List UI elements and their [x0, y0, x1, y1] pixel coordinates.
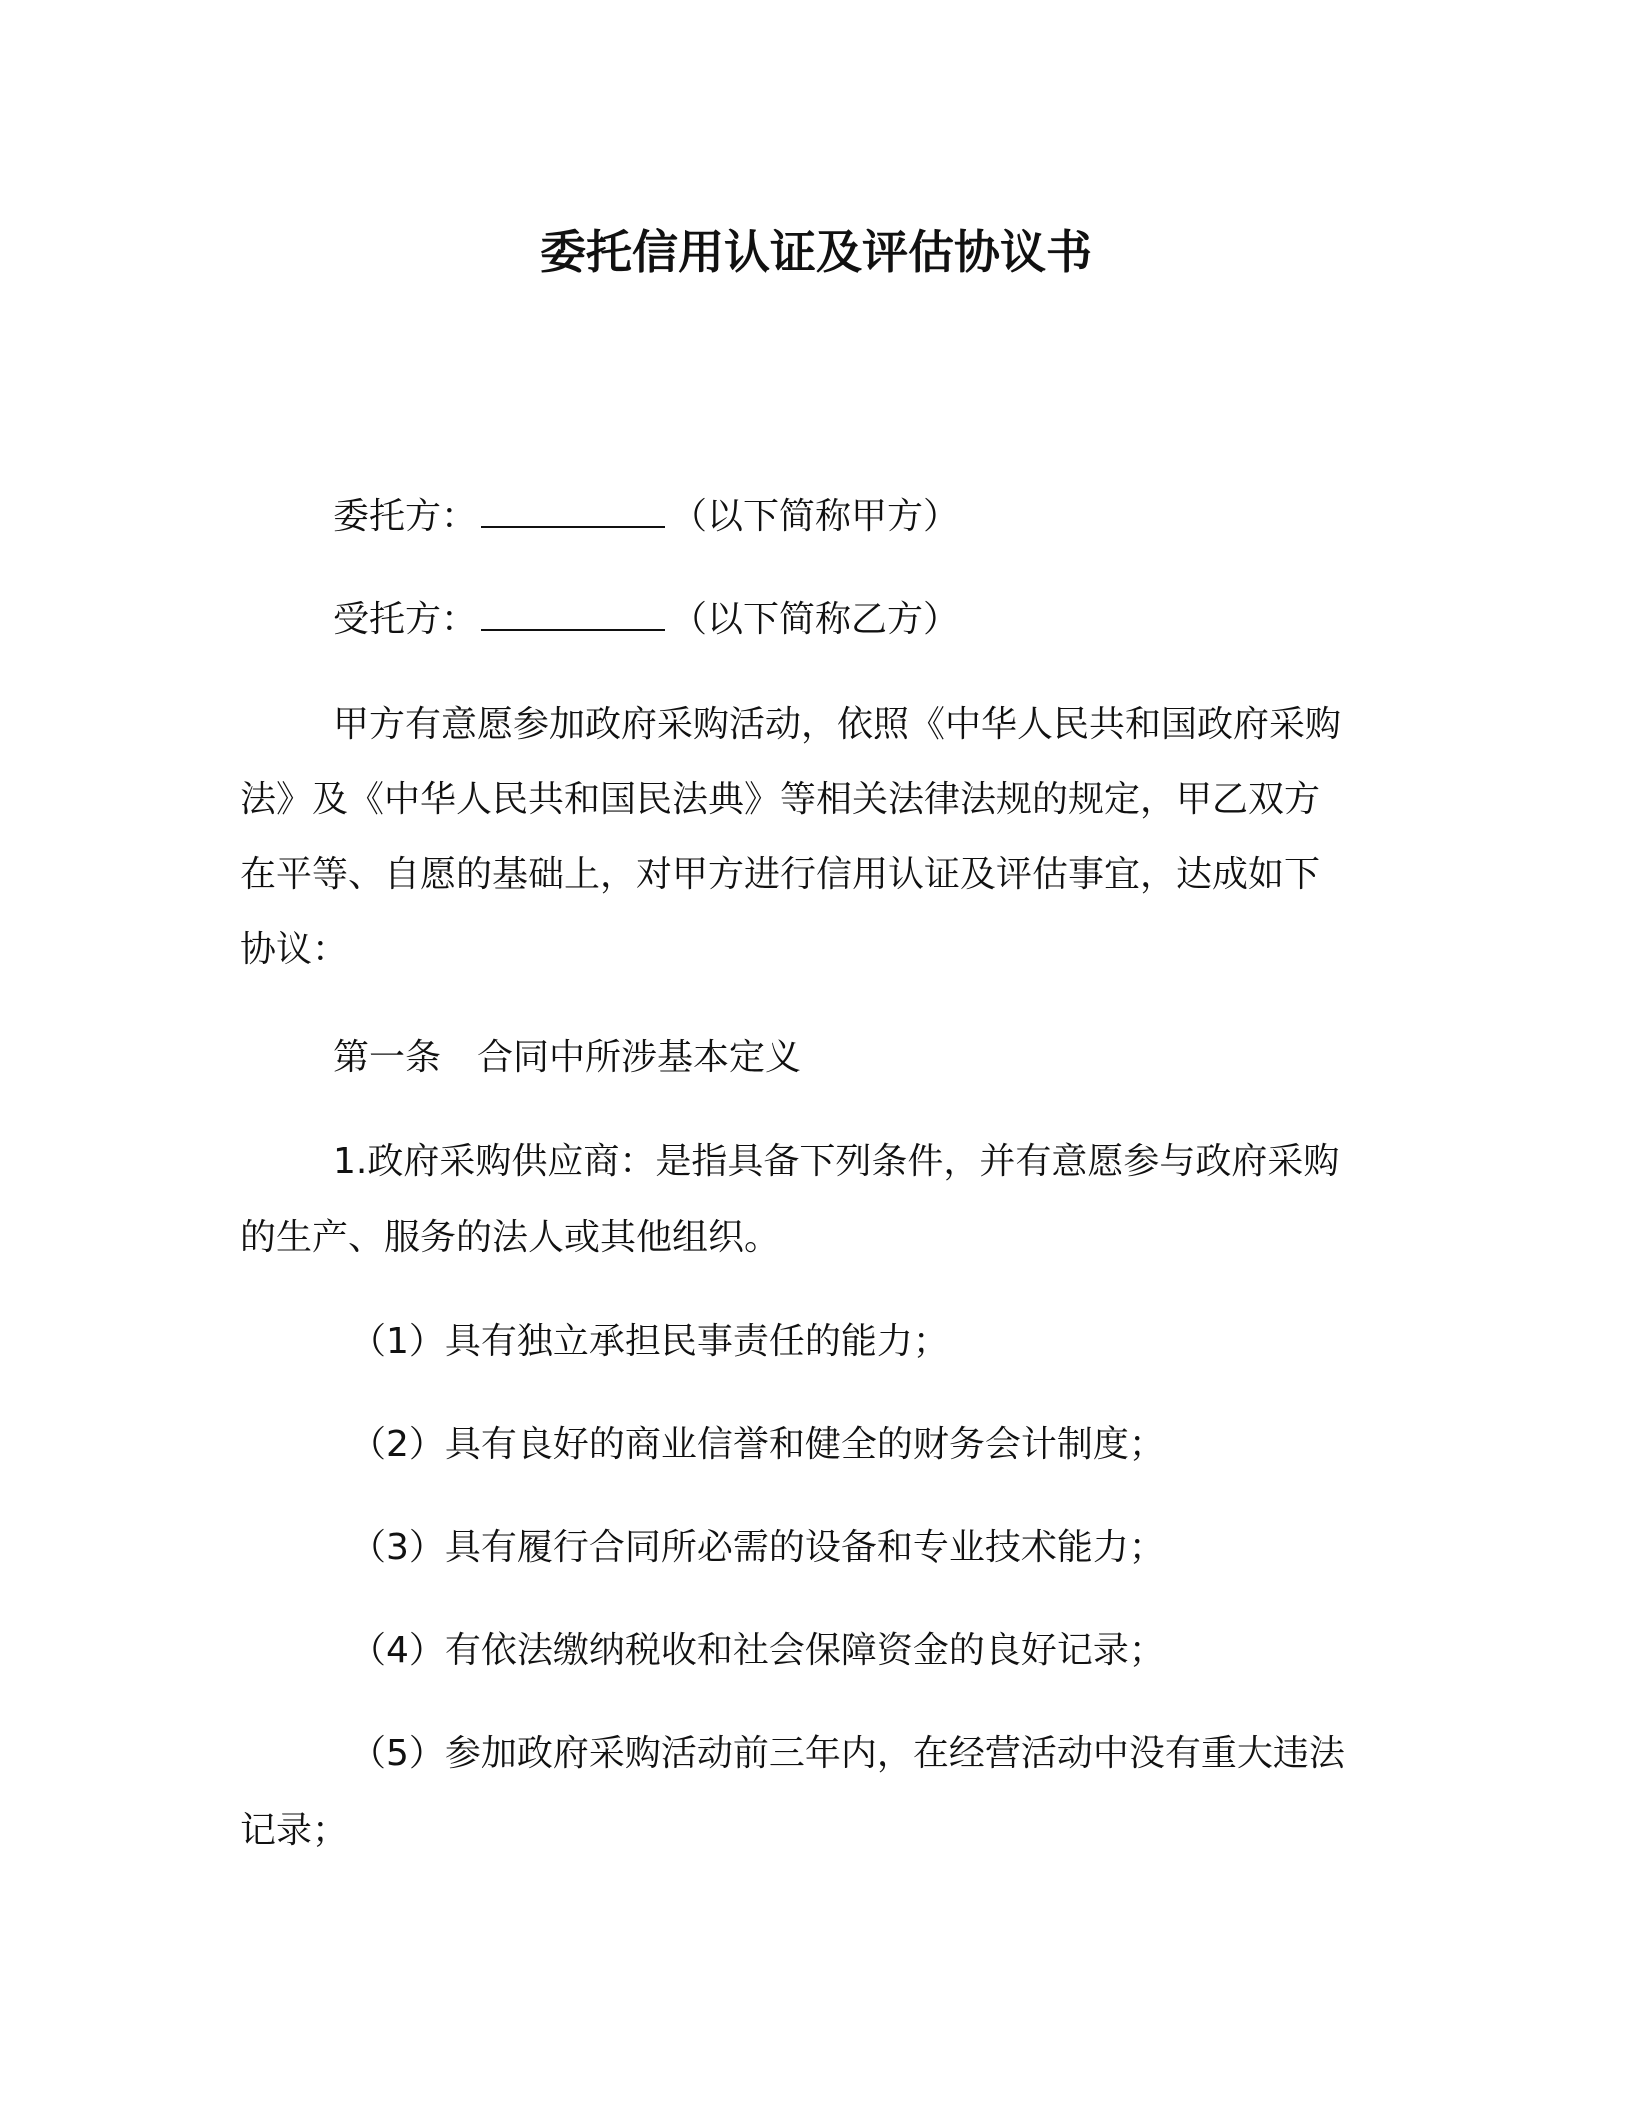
condition-item-5-continued: 记录；	[240, 1810, 349, 1851]
document-title: 委托信用认证及评估协议书	[540, 225, 1092, 279]
preamble-line-1: 甲方有意愿参加政府采购活动，依照《中华人民共和国政府采购	[333, 704, 1342, 745]
preamble-line-2: 法》及《中华人民共和国民法典》等相关法律法规的规定，甲乙双方	[240, 779, 1321, 820]
party-b-blank	[481, 599, 665, 631]
condition-item-4: （4）有依法缴纳税收和社会保障资金的良好记录；	[350, 1630, 1165, 1671]
article-1-heading: 第一条 合同中所涉基本定义	[333, 1037, 802, 1078]
definition-1-line-2: 的生产、服务的法人或其他组织。	[240, 1217, 781, 1258]
definition-1-line-1: 1.政府采购供应商：是指具备下列条件，并有意愿参与政府采购	[333, 1141, 1340, 1182]
preamble-line-3: 在平等、自愿的基础上，对甲方进行信用认证及评估事宜，达成如下	[240, 854, 1321, 895]
condition-item-5: （5）参加政府采购活动前三年内，在经营活动中没有重大违法	[350, 1733, 1345, 1774]
party-b-line	[333, 595, 959, 645]
condition-item-1: （1）具有独立承担民事责任的能力；	[350, 1321, 949, 1362]
party-a-line	[333, 492, 959, 542]
party-a-blank	[481, 496, 665, 528]
condition-item-3: （3）具有履行合同所必需的设备和专业技术能力；	[350, 1527, 1165, 1568]
party-a-label: 委托方：	[333, 496, 478, 537]
party-b-label: 受托方：	[333, 599, 478, 640]
party-a-note: （以下简称甲方）	[671, 496, 960, 537]
condition-item-2: （2）具有良好的商业信誉和健全的财务会计制度；	[350, 1424, 1165, 1465]
party-b-note: （以下简称乙方）	[671, 599, 960, 640]
preamble-line-4: 协议：	[240, 929, 349, 970]
